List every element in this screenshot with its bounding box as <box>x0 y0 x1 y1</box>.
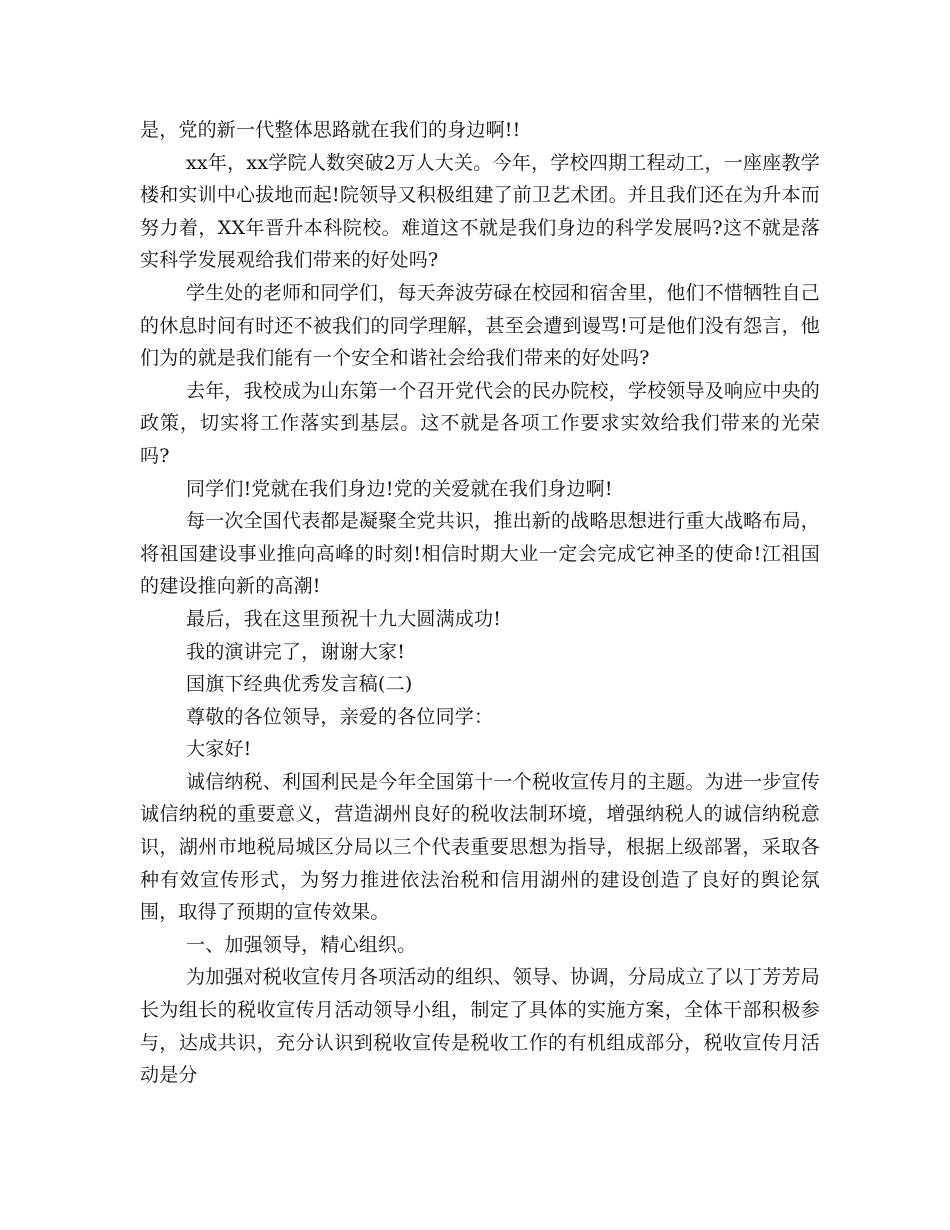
paragraph: xx年，xx学院人数突破2万人大关。今年，学校四期工程动工，一座座教学楼和实训中心拔地而起!院领导又积极组建了前卫艺术团。并且我们还在为升本而努力着，XX年晋升本科院校。难道这不就是我们身边的科学发展吗?这不就是落实科学发展观给我们带来的好处吗? <box>140 151 820 272</box>
paragraph: 同学们!党就在我们身边!党的关爱就在我们身边啊! <box>186 477 613 500</box>
section-heading: 一、加强领导，精心组织。 <box>186 933 417 956</box>
paragraph: 是，党的新一代整体思路就在我们的身边啊!! <box>140 119 521 141</box>
document-body <box>140 114 820 1092</box>
paragraph: 我的演讲完了，谢谢大家! <box>186 640 406 663</box>
paragraph: 诚信纳税、利国利民是今年全国第十一个税收宣传月的主题。为进一步宣传诚信纳税的重要意义，营造湖州良好的税收法制环境，增强纳税人的诚信纳税意识，湖州市地税局城区分局以三个代表重要思想为指导，根据上级部署，采取各种有效宣传形式，为努力推进依法治税和信用湖州的建设创造了良好的舆论氛围，取得了预期的宣传效果。 <box>140 770 820 924</box>
paragraph: 最后，我在这里预祝十九大圆满成功! <box>186 607 502 630</box>
greeting: 大家好! <box>186 738 252 761</box>
paragraph: 学生处的老师和同学们，每天奔波劳碌在校园和宿舍里，他们不惜牺牲自己的休息时间有时还不被我们的同学理解，甚至会遭到谩骂!可是他们没有怨言，他们为的就是我们能有一个安全和谐社会给我们带来的好处吗? <box>140 281 820 370</box>
section-title: 国旗下经典优秀发言稿(二) <box>186 673 413 696</box>
paragraph: 每一次全国代表都是凝聚全党共识，推出新的战略思想进行重大战略布局，将祖国建设事业推向高峰的时刻!相信时期大业一定会完成它神圣的使命!江祖国的建设推向新的高潮! <box>140 510 820 598</box>
paragraph: 去年，我校成为山东第一个召开党代会的民办院校，学校领导及响应中央的政策，切实将工作落实到基层。这不就是各项工作要求实效给我们带来的光荣吗? <box>140 379 820 467</box>
paragraph: 为加强对税收宣传月各项活动的组织、领导、协调，分局成立了以丁芳芳局长为组长的税收宣传月活动领导小组，制定了具体的实施方案，全体干部积极参与，达成共识，充分认识到税收宣传是税收工作的有机组成部分，税收宣传月活动是分 <box>140 966 820 1087</box>
salutation: 尊敬的各位领导，亲爱的各位同学： <box>186 705 494 728</box>
